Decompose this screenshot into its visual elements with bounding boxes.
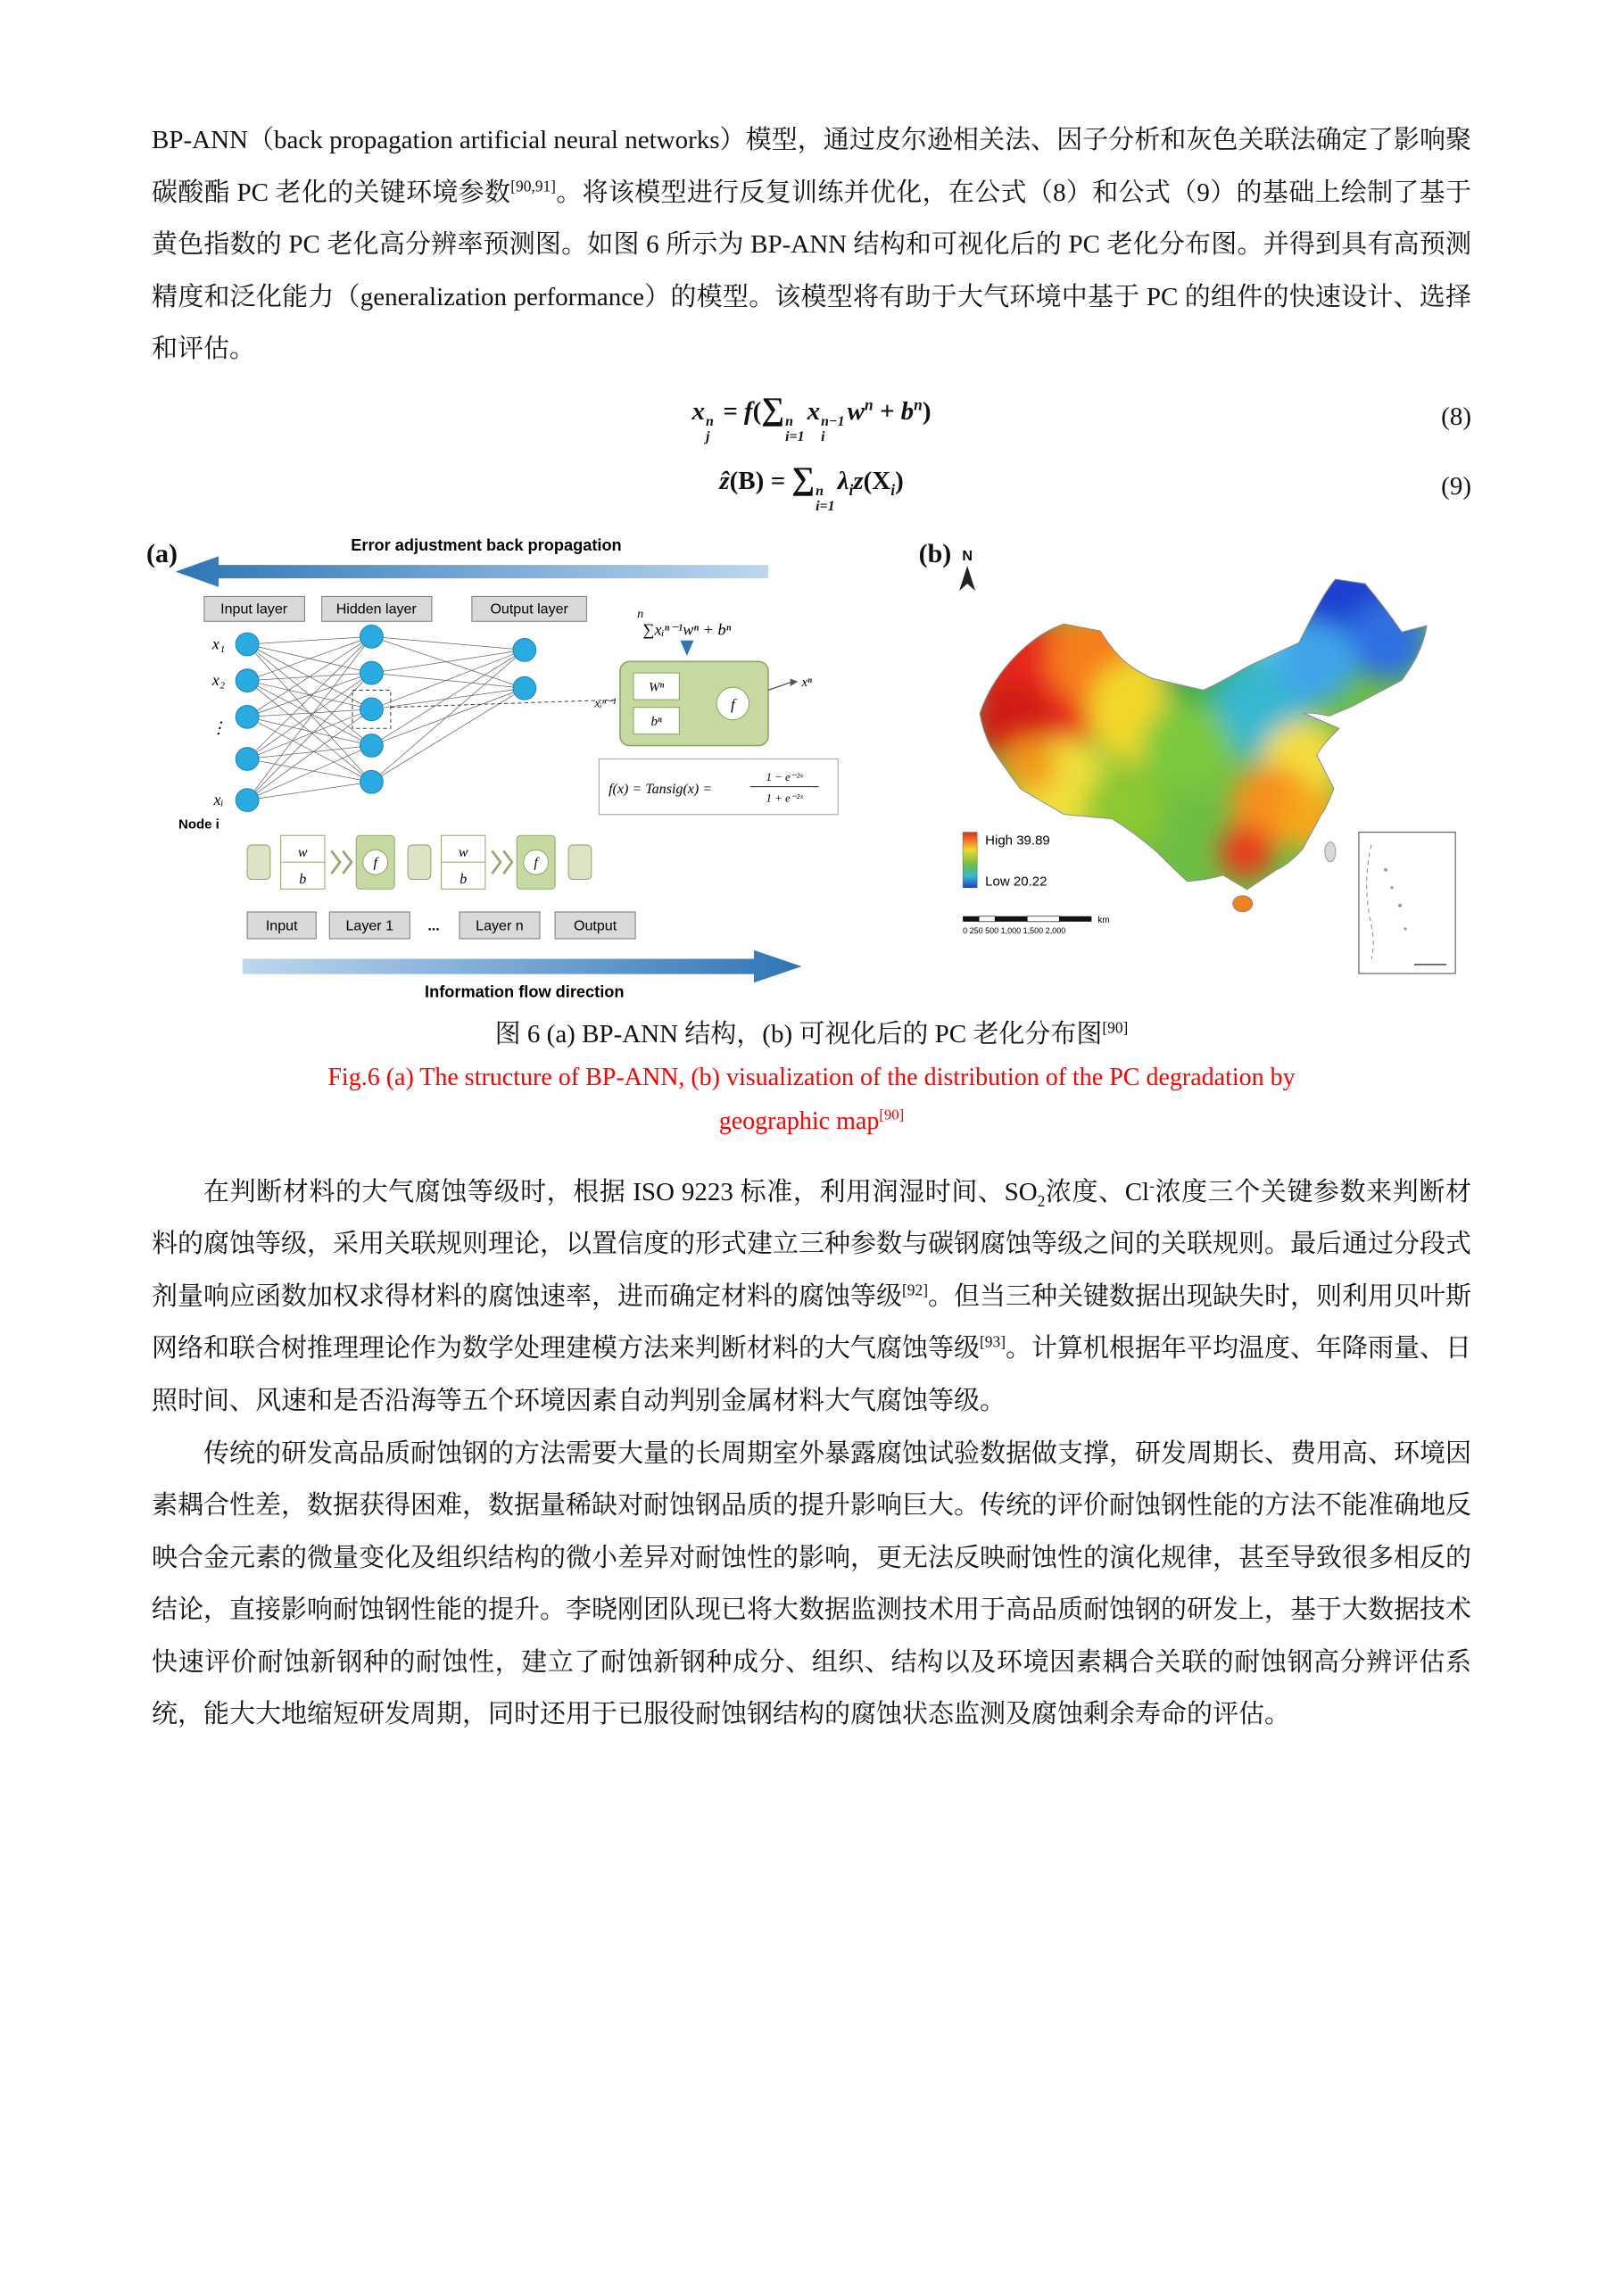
layer-header-boxes [204, 597, 587, 622]
caption-zh-text: 图 6 (a) BP-ANN 结构，(b) 可视化后的 PC 老化分布图 [494, 1019, 1103, 1049]
eq8-x2: x [807, 396, 821, 426]
p2-text-d: 。但当三种关键数据出现缺失时，则利用贝叶斯网络和联合树推理理论作为数学处理建模方法来判断材料的大气腐蚀等级 [152, 1281, 1472, 1364]
weight-box: Wⁿ [649, 680, 665, 695]
forward-label: Information flow direction [425, 982, 625, 1001]
x2-label: x₂ [211, 671, 226, 690]
citation-90-91: [90,91] [510, 176, 556, 195]
scale-unit: km [1097, 915, 1110, 925]
eq8-lparen: ( [752, 396, 762, 426]
paragraph-2 [152, 1166, 1471, 1428]
network-nodes [236, 626, 535, 812]
p2-text-b: 浓度、Cl [1045, 1177, 1150, 1206]
hainan-island [1232, 896, 1252, 912]
tansig-denominator: 1 + e⁻²ˣ [766, 792, 803, 805]
p2-text-e: 。计算机根据年平均温度、年降雨量、日照时间、风速和是否沿海等五个环境因素自动判别金属材料大气腐蚀等级。 [152, 1334, 1472, 1415]
north-label: N [961, 548, 973, 565]
bp-ann-diagram [152, 537, 898, 1001]
network-connections [247, 637, 525, 800]
eq8-rparen: ) [922, 396, 932, 426]
eq9-lambda-sub: i [849, 480, 854, 499]
caption-en-line1: Fig.6 (a) The structure of BP-ANN, (b) visualization of the distribution of the PC degradation by [327, 1063, 1296, 1091]
output-layer-box: Output layer [490, 601, 568, 618]
legend-high: High 39.89 [984, 833, 1050, 849]
forward-arrow [243, 950, 802, 982]
sum-superscript: n [637, 608, 644, 622]
eq9-X-sub: i [890, 480, 896, 499]
paragraph-1 [152, 114, 1471, 376]
eq9-rparen: ) [895, 466, 904, 495]
figure-6 [146, 537, 1471, 1001]
map-scale-bar [963, 916, 1110, 935]
chain-f2: f [534, 855, 538, 871]
box-output: Output [573, 917, 617, 934]
china-degradation-map [914, 537, 1468, 984]
back-propagation-label: Error adjustment back propagation [351, 537, 622, 555]
legend-low: Low 20.22 [984, 874, 1047, 890]
p2-text-c: 浓度三个关键参数来判断材料的腐蚀等级，采用关联规则理论，以置信度的形式建立三种参数与碳钢腐蚀等级之间的关联规则。最后通过分段式剂量响应函数加权求得材料的腐蚀速率，进而确定材料的腐蚀等级 [152, 1177, 1472, 1311]
vdots-label: ⋮ [210, 718, 228, 737]
neuron-input-label: xᵢⁿ⁻¹ [594, 697, 617, 711]
eq8-b-sup: n [914, 395, 923, 414]
tansig-box [599, 759, 838, 815]
box-input: Input [265, 917, 298, 934]
south-china-sea-inset [1359, 833, 1455, 974]
neuron-output-arrow [791, 679, 799, 687]
down-arrow-icon [680, 641, 693, 656]
activation-f: f [730, 695, 735, 713]
figure-caption-zh [152, 1014, 1471, 1050]
eq8-sigma-limits: n i=1 [785, 414, 805, 445]
eq8-x-scripts: n j [706, 414, 714, 445]
map-legend [963, 833, 1050, 890]
sum-formula: ∑xᵢⁿ⁻¹wⁿ + bⁿ [642, 620, 732, 639]
eq9-sigma: ∑ [791, 460, 816, 496]
p1-text-a: BP-ANN（back propagation artificial neural networks）模型，通过皮尔逊相关法、因子分析和灰色关联法确定了影响聚碳酸酯 PC 老化的关键环境参数 [152, 126, 1471, 207]
equation-8-number: (8) [1441, 402, 1471, 432]
box-dots: ... [427, 917, 440, 934]
equation-8 [223, 390, 1400, 445]
input-layer-box: Input layer [220, 601, 288, 618]
equation-9-number: (9) [1441, 471, 1471, 501]
eq8-x: x [691, 396, 706, 426]
eq9-zhat: ẑ [719, 466, 730, 495]
bias-box: bⁿ [650, 715, 662, 730]
eq9-X: (X [863, 466, 891, 495]
eq9-z: z [853, 466, 864, 495]
xi-label: xᵢ [213, 791, 224, 809]
eq8-w: w [847, 396, 865, 426]
input-node-labels [211, 634, 227, 808]
figure-6b-panel [914, 537, 1468, 984]
box-layer1: Layer 1 [345, 917, 394, 934]
north-arrow-icon [959, 548, 975, 591]
figure-6a-panel [146, 537, 898, 1001]
eq8-sigma: ∑ [761, 390, 785, 427]
back-propagation-arrow [176, 557, 768, 587]
chain-f1: f [373, 855, 377, 871]
eq8-b: b [900, 396, 915, 426]
caption-en-line2: geographic map [718, 1107, 880, 1135]
tansig-label: f(x) = Tansig(x) = [609, 782, 713, 798]
paragraph-3 [152, 1428, 1471, 1741]
neuron-output-label: xⁿ [801, 676, 812, 691]
caption-en-citation: [90] [879, 1106, 905, 1123]
eq9-B: (B) [729, 466, 765, 495]
chain-b1: b [299, 871, 307, 887]
node-i-label: Node i [178, 816, 219, 833]
eq8-w-sup: n [864, 395, 874, 414]
tansig-numerator: 1 − e⁻²ˣ [766, 771, 803, 784]
p1-text-b: 。将该模型进行反复训练并优化，在公式（8）和公式（9）的基础上绘制了基于黄色指数的 PC 老化高分辨率预测图。如图 6 所示为 BP-ANN 结构和可视化后的 PC 老化分布图。并得到具有高预测精度和泛化能力（generalization performance）的模型。该模型将有助于大气环境中基于 PC 的组件的快速设计、选择和评估。 [152, 178, 1471, 364]
bottom-layer-boxes [247, 912, 635, 939]
caption-zh-citation: [90] [1102, 1018, 1129, 1037]
hidden-layer-box: Hidden layer [335, 601, 417, 618]
eq8-equals: = [716, 396, 744, 426]
so2-subscript: 2 [1037, 1191, 1046, 1210]
equation-8-row [152, 390, 1471, 445]
eq9-lambda: λ [837, 466, 849, 495]
p2-text-a: 在判断材料的大气腐蚀等级时，根据 ISO 9223 标准，利用润湿时间、SO [203, 1177, 1038, 1206]
cl-superscript: - [1149, 1176, 1155, 1195]
p3-text: 传统的研发高品质耐蚀钢的方法需要大量的长周期室外暴露腐蚀试验数据做支撑，研发周期长、费用高、环境因素耦合性差，数据获得困难，数据量稀缺对耐蚀钢品质的提升影响巨大。传统的评价耐蚀钢性能的方法不能准确地反映合金元素的微量变化及组织结构的微小差异对耐蚀性的影响，更无法反映耐蚀性的演化规律，甚至导致很多相反的结论，直接影响耐蚀钢性能的提升。李晓刚团队现已将大数据监测技术用于高品质耐蚀钢的研发上，基于大数据技术快速评价耐蚀新钢种的耐蚀性，建立了耐蚀新钢种成分、组织、结构以及环境因素耦合关联的耐蚀钢高分辨评估系统，能大大地缩短研发周期，同时还用于已服役耐蚀钢结构的腐蚀状态监测及腐蚀剩余寿命的评估。 [152, 1438, 1472, 1729]
citation-92: [92] [902, 1281, 928, 1299]
equation-9-row [152, 460, 1471, 515]
figure-caption-en [152, 1056, 1471, 1143]
eq8-plus: + [873, 396, 901, 426]
chain-b2: b [460, 871, 468, 887]
chain-w1: w [297, 844, 308, 860]
figure-6a-label: (a) [146, 539, 178, 569]
x1-label: x₁ [211, 634, 226, 653]
eq8-f: f [743, 396, 753, 426]
box-layern: Layer n [476, 917, 524, 934]
figure-6b-label: (b) [918, 539, 952, 569]
equation-9 [223, 460, 1400, 515]
neuron-annotation [593, 608, 812, 746]
taiwan-island [1324, 842, 1335, 862]
chain-w2: w [458, 844, 468, 860]
eq8-x2-scripts: n−1 i [821, 414, 845, 445]
scale-ticks: 0 250 500 1,000 1,500 2,000 [962, 925, 1065, 935]
eq9-equals: = [764, 466, 792, 495]
eq9-sigma-limits: n i=1 [816, 483, 835, 514]
citation-93: [93] [980, 1332, 1006, 1351]
